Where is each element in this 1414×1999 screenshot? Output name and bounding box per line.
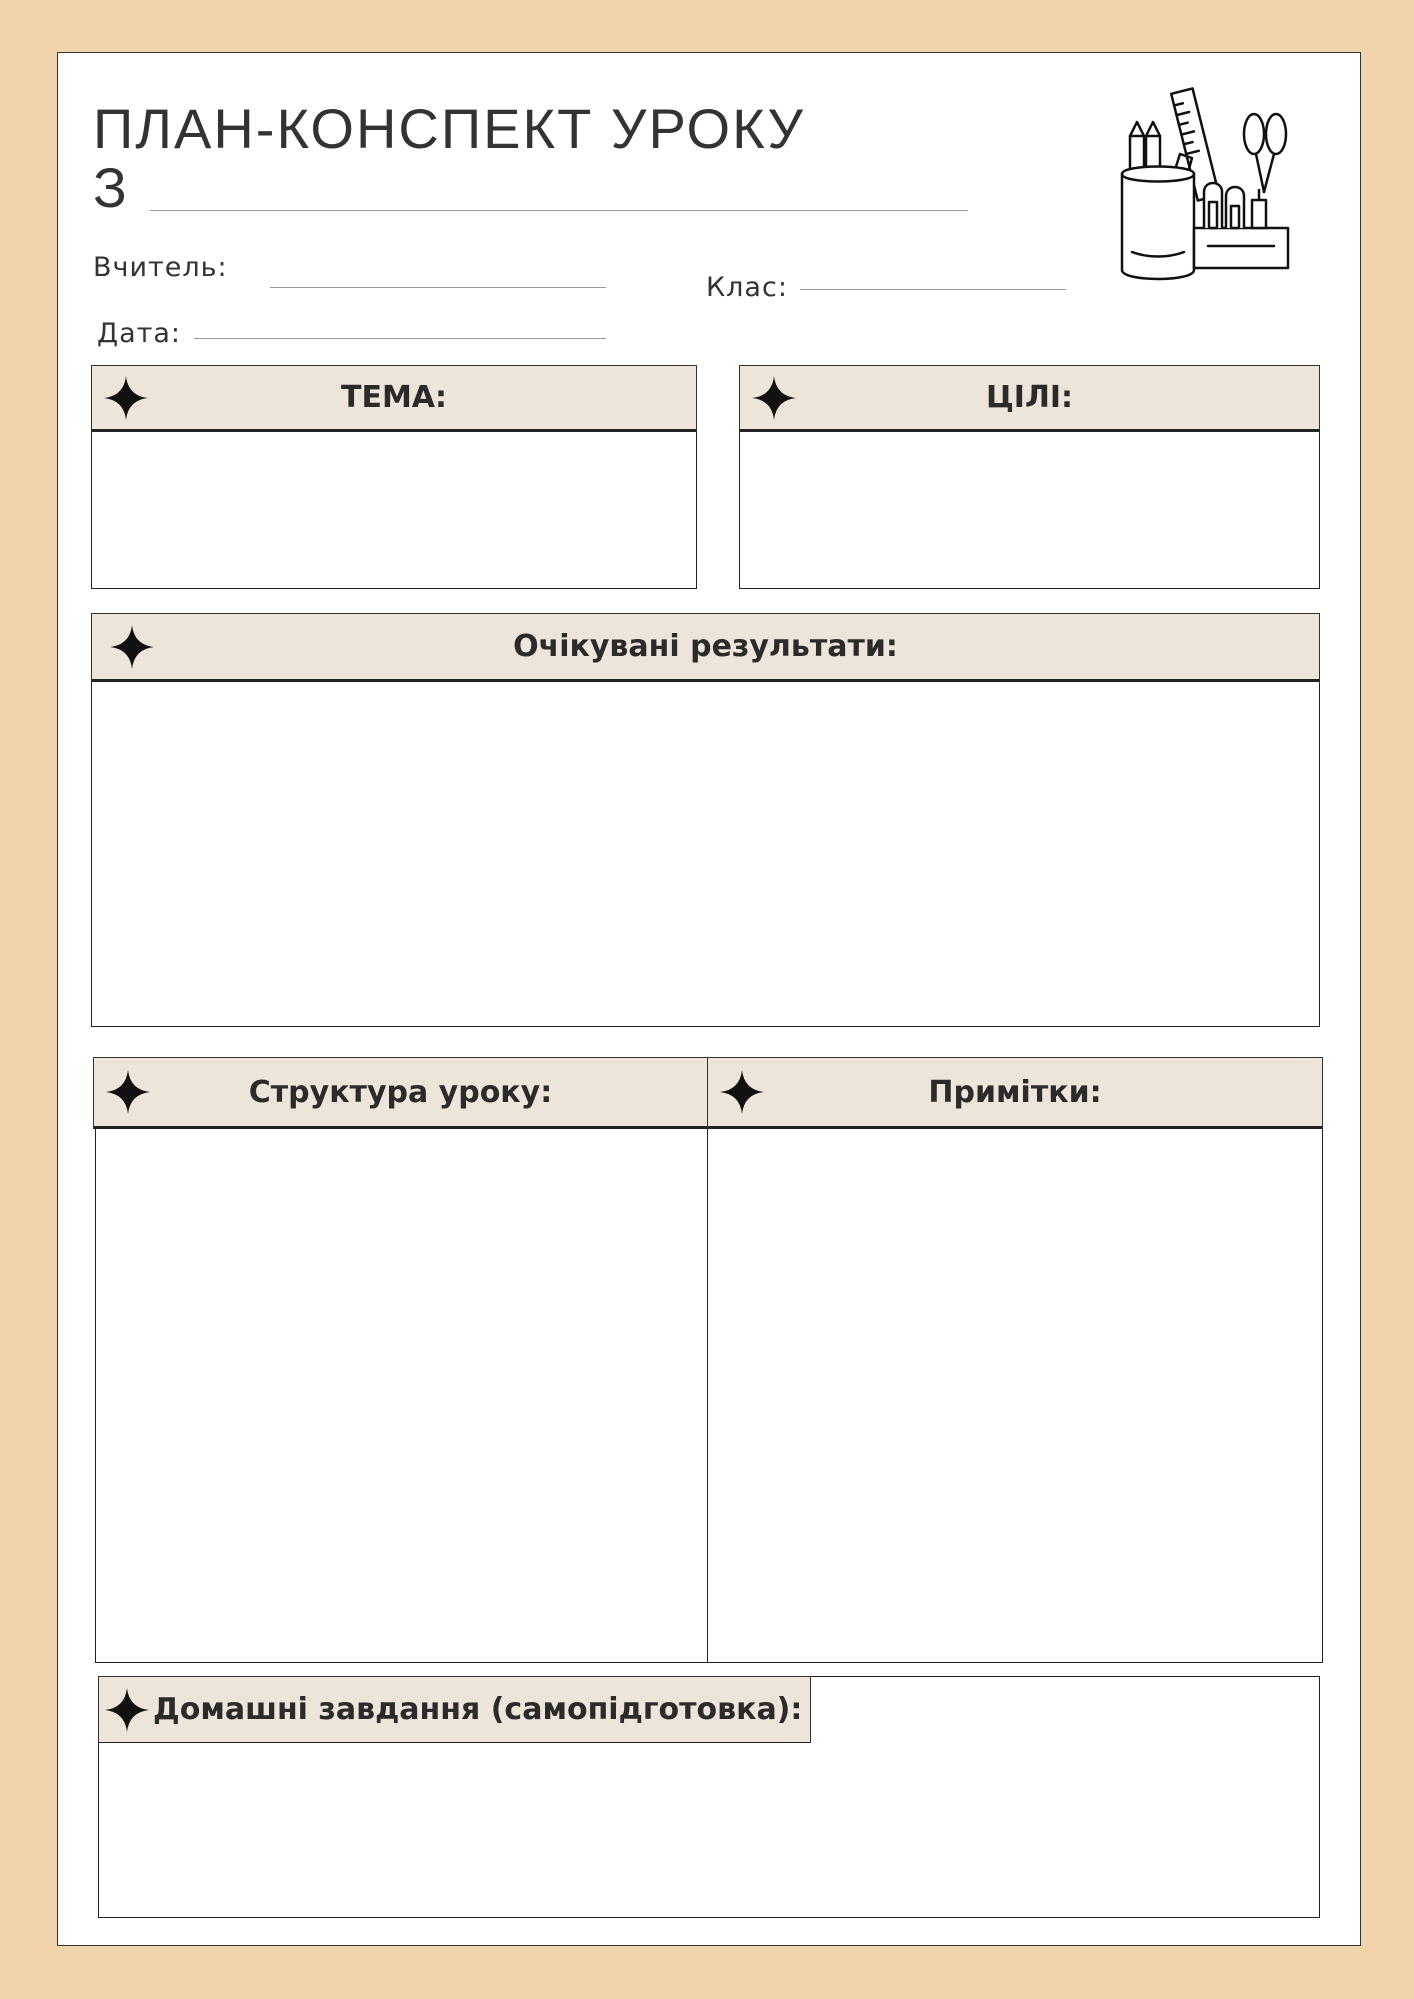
star-icon: [752, 376, 796, 420]
expected-results-label: Очікувані результати:: [513, 629, 898, 664]
teacher-input-line[interactable]: [270, 287, 606, 288]
topic-label: ТЕМА:: [340, 380, 448, 415]
goals-label: ЦІЛІ:: [985, 380, 1074, 415]
star-icon: [104, 376, 148, 420]
homework-label: Домашні завдання (самопідготовка):: [153, 1692, 803, 1727]
topic-header: [91, 365, 697, 432]
lesson-structure-header: [93, 1057, 708, 1129]
class-input-line[interactable]: [800, 289, 1066, 290]
star-icon: [720, 1070, 764, 1114]
teacher-label: Вчитель:: [93, 252, 228, 283]
star-icon: [106, 1070, 150, 1114]
notes-header: [707, 1057, 1323, 1129]
homework-header: [98, 1676, 811, 1743]
notes-box[interactable]: [707, 1057, 1323, 1663]
lesson-structure-box[interactable]: [95, 1057, 708, 1663]
expected-results-header: [91, 613, 1320, 682]
stationery-holder-icon: [1118, 84, 1296, 282]
subject-prefix: З: [93, 156, 127, 219]
page-title: ПЛАН-КОНСПЕКТ УРОКУ: [93, 97, 805, 160]
class-label: Клас:: [706, 272, 788, 303]
goals-header: [739, 365, 1320, 432]
lesson-structure-label: Структура уроку:: [248, 1074, 553, 1110]
date-label: Дата:: [97, 318, 182, 349]
star-icon: [110, 625, 154, 669]
notes-label: Примітки:: [928, 1074, 1102, 1110]
date-input-line[interactable]: [194, 338, 606, 339]
subject-input-line[interactable]: [150, 210, 968, 211]
star-icon: [105, 1688, 149, 1732]
